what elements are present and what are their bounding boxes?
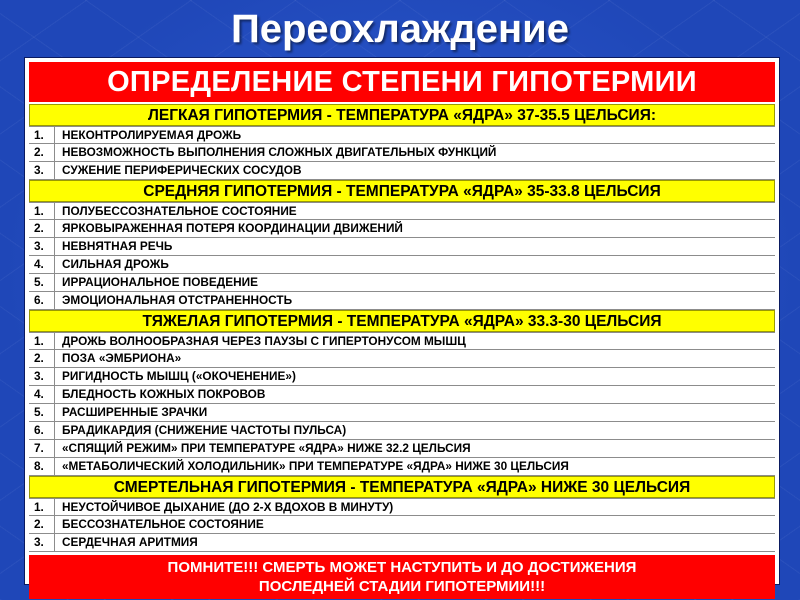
- row-number: 5.: [29, 404, 55, 421]
- warning-line-1: ПОМНИТЕ!!! СМЕРТЬ МОЖЕТ НАСТУПИТЬ И ДО ДОСТИЖЕНИЯ: [167, 559, 637, 576]
- row-text: НЕКОНТРОЛИРУЕМАЯ ДРОЖЬ: [62, 128, 242, 142]
- table-row: [29, 440, 775, 458]
- row-text: «МЕТАБОЛИЧЕСКИЙ ХОЛОДИЛЬНИК» ПРИ ТЕМПЕРАТУРЕ «ЯДРА» НИЖЕ 30 ЦЕЛЬСИЯ: [62, 459, 569, 473]
- row-number: 5.: [29, 274, 55, 291]
- row-text: ЭМОЦИОНАЛЬНАЯ ОТСТРАНЕННОСТЬ: [62, 293, 293, 307]
- row-number: 1.: [29, 127, 55, 143]
- row-text: «СПЯЩИЙ РЕЖИМ» ПРИ ТЕМПЕРАТУРЕ «ЯДРА» НИЖЕ 32.2 ЦЕЛЬСИЯ: [62, 441, 471, 455]
- table-row: [29, 274, 775, 292]
- row-number: 3.: [29, 238, 55, 255]
- table-row: [29, 256, 775, 274]
- row-text: НЕВОЗМОЖНОСТЬ ВЫПОЛНЕНИЯ СЛОЖНЫХ ДВИГАТЕЛЬНЫХ ФУНКЦИЙ: [62, 145, 497, 159]
- row-number: 4.: [29, 256, 55, 273]
- row-text: НЕВНЯТНАЯ РЕЧЬ: [62, 239, 173, 253]
- row-text: БРАДИКАРДИЯ (СНИЖЕНИЕ ЧАСТОТЫ ПУЛЬСА): [62, 423, 347, 437]
- row-text: ПОЗА «ЭМБРИОНА»: [62, 351, 182, 365]
- section-header: ЛЕГКАЯ ГИПОТЕРМИЯ - ТЕМПЕРАТУРА «ЯДРА» 37-35.5 ЦЕЛЬСИЯ:: [29, 104, 775, 126]
- row-text: ДРОЖЬ ВОЛНООБРАЗНАЯ ЧЕРЕЗ ПАУЗЫ С ГИПЕРТОНУСОМ МЫШЦ: [62, 334, 466, 348]
- row-number: 3.: [29, 534, 55, 551]
- hypothermia-table: [29, 62, 775, 599]
- row-number: 1.: [29, 203, 55, 219]
- table-row: [29, 162, 775, 180]
- row-text: РИГИДНОСТЬ МЫШЦ («ОКОЧЕНЕНИЕ»): [62, 369, 296, 383]
- row-text: СУЖЕНИЕ ПЕРИФЕРИЧЕСКИХ СОСУДОВ: [62, 163, 302, 177]
- row-text: БЕССОЗНАТЕЛЬНОЕ СОСТОЯНИЕ: [62, 517, 264, 531]
- table-row: [29, 350, 775, 368]
- section-header: СРЕДНЯЯ ГИПОТЕРМИЯ - ТЕМПЕРАТУРА «ЯДРА» 35-33.8 ЦЕЛЬСИЯ: [29, 180, 775, 202]
- row-text: ИРРАЦИОНАЛЬНОЕ ПОВЕДЕНИЕ: [62, 275, 258, 289]
- slide-title: Переохлаждение: [230, 7, 569, 51]
- table-row: [29, 332, 775, 350]
- section-header: ТЯЖЕЛАЯ ГИПОТЕРМИЯ - ТЕМПЕРАТУРА «ЯДРА» 33.3-30 ЦЕЛЬСИЯ: [29, 310, 775, 332]
- row-number: 1.: [29, 333, 55, 349]
- row-text: СЕРДЕЧНАЯ АРИТМИЯ: [62, 535, 198, 549]
- row-number: 8.: [29, 458, 55, 475]
- row-text: БЛЕДНОСТЬ КОЖНЫХ ПОКРОВОВ: [62, 387, 266, 401]
- row-number: 6.: [29, 292, 55, 309]
- row-number: 2.: [29, 220, 55, 237]
- table-row: [29, 422, 775, 440]
- row-number: 6.: [29, 422, 55, 439]
- table-row: [29, 458, 775, 476]
- row-text: РАСШИРЕННЫЕ ЗРАЧКИ: [62, 405, 208, 419]
- table-row: [29, 144, 775, 162]
- row-number: 3.: [29, 162, 55, 179]
- row-text: НЕУСТОЙЧИВОЕ ДЫХАНИЕ (ДО 2-Х ВДОХОВ В МИНУТУ): [62, 500, 394, 514]
- table-row: [29, 386, 775, 404]
- warning-line-2: ПОСЛЕДНЕЙ СТАДИИ ГИПОТЕРМИИ!!!: [258, 578, 546, 595]
- hypothermia-table-panel: [24, 57, 780, 595]
- table-row: [29, 404, 775, 422]
- row-number: 2.: [29, 144, 55, 161]
- row-number: 4.: [29, 386, 55, 403]
- section-header: СМЕРТЕЛЬНАЯ ГИПОТЕРМИЯ - ТЕМПЕРАТУРА «ЯДРА» НИЖЕ 30 ЦЕЛЬСИЯ: [29, 476, 775, 498]
- row-number: 1.: [29, 499, 55, 515]
- table-row: [29, 498, 775, 516]
- row-text: ЯРКОВЫРАЖЕННАЯ ПОТЕРЯ КООРДИНАЦИИ ДВИЖЕНИЙ: [62, 221, 403, 235]
- row-text: СИЛЬНАЯ ДРОЖЬ: [62, 257, 169, 271]
- row-number: 2.: [29, 516, 55, 533]
- row-text: ПОЛУБЕССОЗНАТЕЛЬНОЕ СОСТОЯНИЕ: [62, 204, 297, 218]
- table-row: [29, 202, 775, 220]
- table-row: [29, 220, 775, 238]
- table-row: [29, 368, 775, 386]
- row-number: 3.: [29, 368, 55, 385]
- row-number: 2.: [29, 350, 55, 367]
- table-row: [29, 516, 775, 534]
- table-row: [29, 534, 775, 552]
- row-number: 7.: [29, 440, 55, 457]
- table-row: [29, 292, 775, 310]
- table-heading: ОПРЕДЕЛЕНИЕ СТЕПЕНИ ГИПОТЕРМИИ: [29, 62, 775, 102]
- warning-footer: [29, 555, 775, 599]
- table-row: [29, 238, 775, 256]
- table-row: [29, 126, 775, 144]
